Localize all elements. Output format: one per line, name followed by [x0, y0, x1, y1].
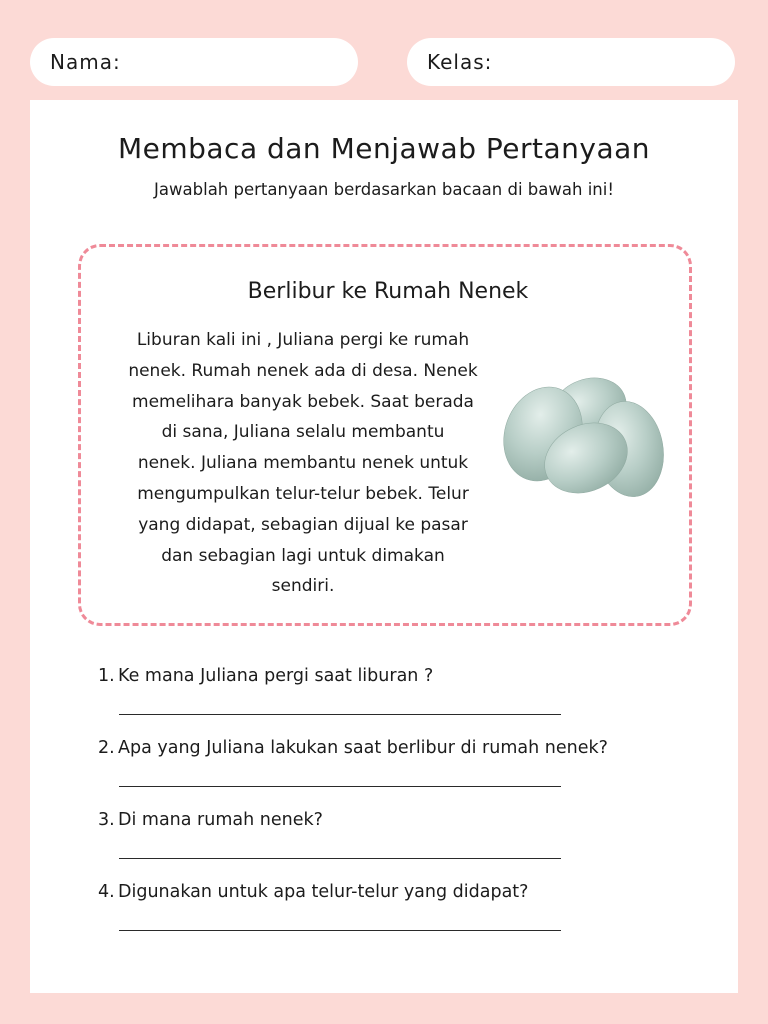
question-item — [98, 882, 718, 954]
question-text: Di mana rumah nenek? — [118, 810, 323, 830]
duck-eggs-image — [501, 377, 673, 509]
story-line: sendiri. — [271, 576, 335, 597]
story-text — [97, 325, 509, 602]
class-label: Kelas: — [427, 50, 493, 74]
question-text: Digunakan untuk apa telur-telur yang didapat? — [118, 882, 529, 902]
answer-line[interactable] — [119, 714, 561, 715]
worksheet-page — [30, 100, 738, 993]
question-number: 1. — [98, 666, 115, 686]
story-line: memelihara banyak bebek. Saat berada — [132, 391, 474, 412]
story-box — [78, 244, 692, 626]
story-line: mengumpulkan telur-telur bebek. Telur — [137, 483, 469, 504]
name-label: Nama: — [50, 50, 121, 74]
question-item — [98, 738, 718, 810]
story-line: Liburan kali ini , Juliana pergi ke rumah — [136, 330, 470, 350]
answer-line[interactable] — [119, 930, 561, 931]
story-line: di sana, Juliana selalu membantu — [161, 422, 445, 443]
question-item — [98, 810, 718, 882]
story-title: Berlibur ke Rumah Nenek — [247, 279, 529, 304]
question-number: 3. — [98, 810, 115, 830]
class-field[interactable] — [407, 38, 735, 86]
name-field[interactable] — [30, 38, 358, 86]
question-number: 2. — [98, 738, 115, 758]
question-item — [98, 666, 718, 738]
question-text: Ke mana Juliana pergi saat liburan ? — [118, 666, 434, 686]
story-line: nenek. Rumah nenek ada di desa. Nenek — [128, 360, 478, 381]
story-line: dan sebagian lagi untuk dimakan — [161, 545, 445, 566]
question-list — [98, 666, 718, 954]
question-number: 4. — [98, 882, 115, 902]
worksheet-instruction: Jawablah pertanyaan berdasarkan bacaan di bawah ini! — [154, 180, 614, 199]
question-text: Apa yang Juliana lakukan saat berlibur di rumah nenek? — [118, 738, 608, 758]
story-line: nenek. Juliana membantu nenek untuk — [137, 453, 469, 474]
worksheet-title: Membaca dan Menjawab Pertanyaan — [117, 132, 651, 165]
answer-line[interactable] — [119, 858, 561, 859]
story-line: yang didapat, sebagian dijual ke pasar — [138, 514, 468, 535]
answer-line[interactable] — [119, 786, 561, 787]
